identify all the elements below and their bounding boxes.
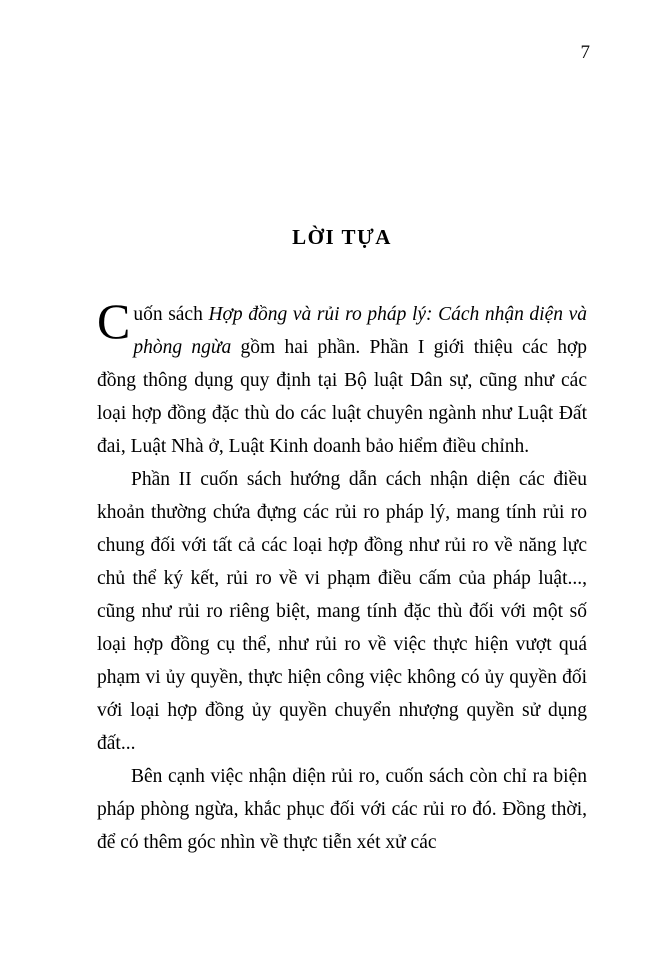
paragraph-2: Phần II cuốn sách hướng dẫn cách nhận diện các điều khoản thường chứa đựng các rủi ro pháp lý, mang tính rủi ro chung đối với tất cả các loại hợp đồng như rủi ro về năng lực chủ thể ký kết, rủi ro về vi phạm điều cấm của pháp luật..., cũng như rủi ro riêng biệt, mang tính đặc thù đối với một số loại hợp đồng cụ thể, như rủi ro về việc thực hiện vượt quá phạm vi ủy quyền, thực hiện công việc không có ủy quyền đối với loại hợp đồng ủy quyền chuyển nhượng quyền sử dụng đất... bbox=[97, 469, 587, 754]
book-title-italic: Hợp đồng và rủi ro pháp lý: Cách nhận diện và phòng ngừa bbox=[133, 304, 587, 358]
page-number: 7 bbox=[580, 42, 590, 63]
paragraph-1-lead: uốn sách bbox=[133, 304, 209, 325]
paragraph-3: Bên cạnh việc nhận diện rủi ro, cuốn sách còn chỉ ra biện pháp phòng ngừa, khắc phục đối với các rủi ro đó. Đồng thời, để có thêm góc nhìn về thực tiễn xét xử các bbox=[97, 766, 587, 853]
page-title: LỜI TỰA bbox=[292, 225, 392, 249]
paragraph-1-rest: gồm hai phần. Phần I giới thiệu các hợp đồng thông dụng quy định tại Bộ luật Dân sự, cũng như các loại hợp đồng đặc thù do các luật chuyên ngành như Luật Đất đai, Luật Nhà ở, Luật Kinh doanh bảo hiểm điều chỉnh. bbox=[97, 337, 588, 457]
drop-cap: C bbox=[97, 293, 131, 349]
paragraph-1 bbox=[97, 293, 588, 463]
page-content bbox=[97, 225, 587, 859]
